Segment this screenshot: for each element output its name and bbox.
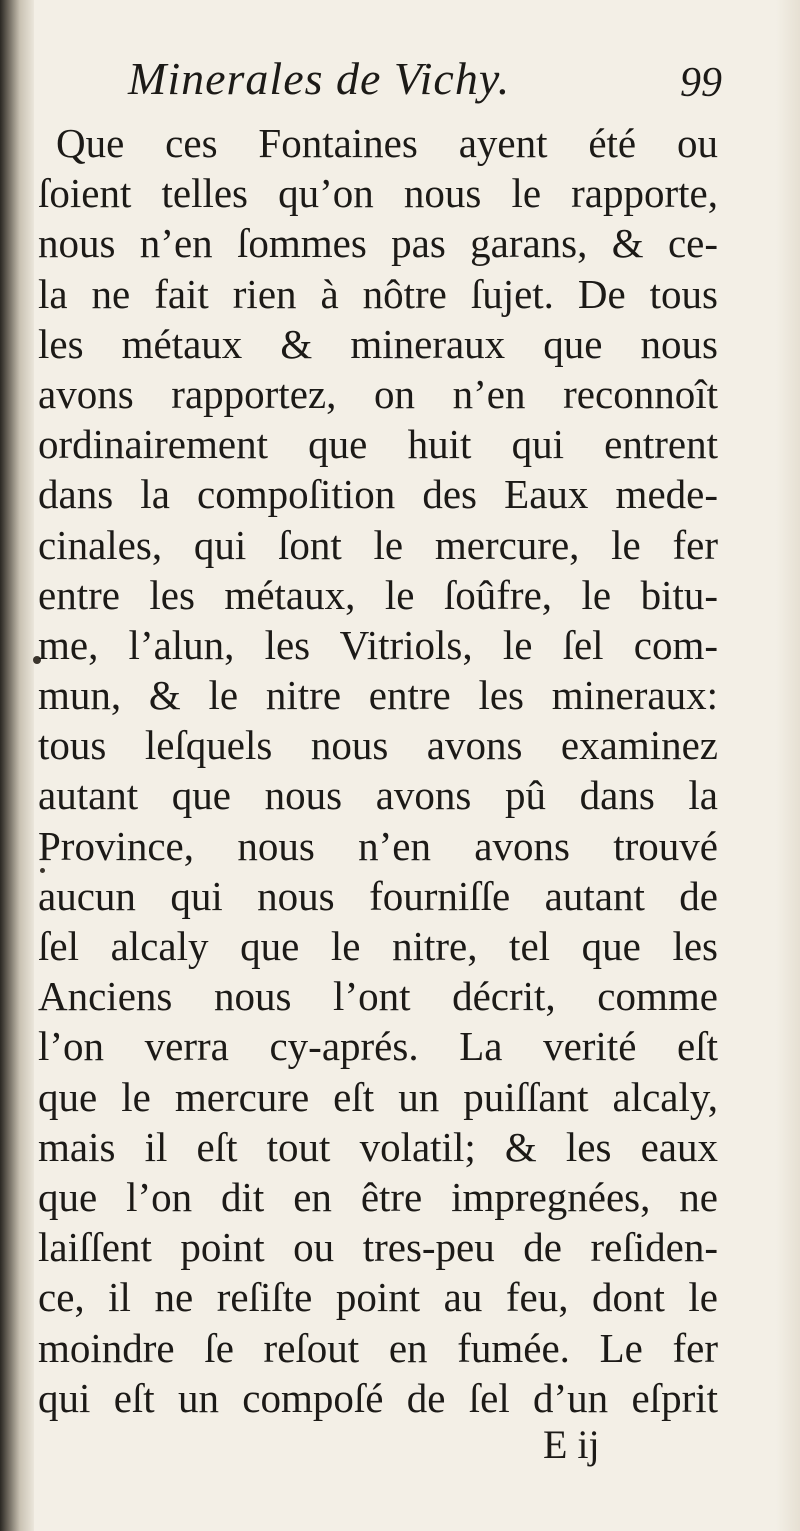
text-line: ſoient telles qu’on nous le rapporte, (38, 170, 718, 217)
text-line: la ne fait rien à nôtre ſujet. De tous (38, 270, 718, 317)
text-line: aucun qui nous fourniſſe autant de (38, 872, 718, 919)
text-line: les métaux & mineraux que nous (38, 320, 718, 367)
body-text (38, 118, 718, 1423)
text-line: nous n’en ſommes pas garans, & ce- (38, 220, 718, 267)
text-line: que l’on dit en être impregnées, ne (38, 1173, 718, 1220)
text-line: tous leſquels nous avons examinez (38, 722, 718, 769)
book-page (38, 53, 722, 1479)
running-title: Minerales de Vichy. (128, 53, 511, 104)
text-line: avons rapportez, on n’en reconnoît (38, 370, 718, 417)
text-line: Province, nous n’en avons trouvé (38, 822, 718, 869)
text-line: que le mercure eſt un puiſſant alcaly, (38, 1073, 718, 1120)
page-edge (776, 0, 800, 1531)
text-line: mais il eſt tout volatil; & les eaux (38, 1123, 718, 1170)
page-footer (38, 1423, 718, 1479)
text-line: me, l’alun, les Vitriols, le ſel com- (38, 621, 718, 668)
signature-mark: E ij (543, 1421, 600, 1467)
page-header (38, 53, 722, 118)
text-line: ce, il ne reſiſte point au feu, dont le (38, 1274, 718, 1321)
text-line: Anciens nous l’ont décrit, comme (38, 973, 718, 1020)
text-line: mun, & le nitre entre les mineraux: (38, 672, 718, 719)
text-line: ordinairement que huit qui entrent (38, 421, 718, 468)
page-number: 99 (680, 60, 722, 106)
binding-gutter (0, 0, 34, 1531)
text-line: entre les métaux, le ſoûfre, le bitu- (38, 571, 718, 618)
text-line: qui eſt un compoſé de ſel d’un eſprit (38, 1374, 718, 1421)
text-line: autant que nous avons pû dans la (38, 772, 718, 819)
text-line: dans la compoſition des Eaux mede- (38, 471, 718, 518)
text-line: l’on verra cy-aprés. La verité eſt (38, 1023, 718, 1070)
text-line: Que ces Fontaines ayent été ou (56, 120, 718, 166)
text-line: moindre ſe reſout en fumée. Le fer (38, 1324, 718, 1371)
text-line: ſel alcaly que le nitre, tel que les (38, 923, 718, 969)
text-line: cinales, qui ſont le mercure, le fer (38, 521, 718, 568)
text-line: laiſſent point ou tres-peu de reſiden- (38, 1224, 718, 1271)
